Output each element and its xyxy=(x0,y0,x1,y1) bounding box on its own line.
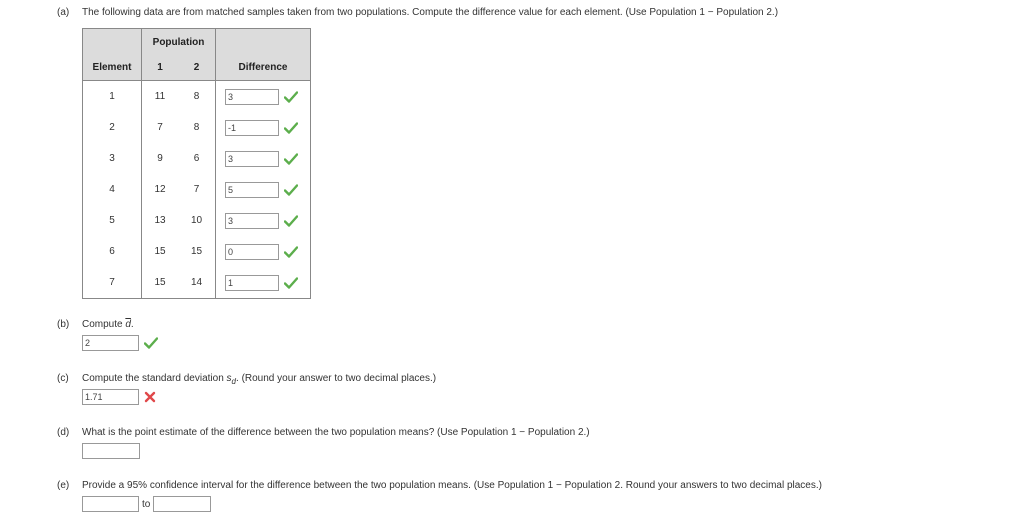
part-e-answer xyxy=(82,496,211,512)
ci-upper-input[interactable] xyxy=(153,496,211,512)
part-b-answer xyxy=(82,335,158,351)
table-row xyxy=(83,143,311,174)
element-cell: 1 xyxy=(83,81,142,113)
population-2-cell: 10 xyxy=(178,205,216,236)
difference-input[interactable] xyxy=(225,120,279,136)
population-2-cell: 8 xyxy=(178,112,216,143)
population-1-cell: 15 xyxy=(154,246,166,257)
population-1-cell: 11 xyxy=(154,91,166,102)
population-2-cell: 14 xyxy=(178,267,216,299)
difference-input[interactable] xyxy=(225,89,279,105)
table-row xyxy=(83,174,311,205)
part-d-question xyxy=(57,427,590,438)
sd-subscript: d xyxy=(231,377,236,386)
population-1-cell: 15 xyxy=(142,267,179,299)
population-1-cell: 9 xyxy=(157,153,163,164)
part-a-text: The following data are from matched samples taken from two populations. Compute the difference value for each element. (Use Population 1 − Population 2.) xyxy=(82,7,779,18)
difference-input[interactable] xyxy=(225,151,279,167)
part-e-label: (e) xyxy=(57,480,70,491)
population-2-cell: 15 xyxy=(178,236,216,267)
difference-cell xyxy=(216,267,311,299)
cross-icon xyxy=(144,391,156,403)
part-c-period: . xyxy=(236,373,239,384)
part-e-text: Provide a 95% confidence interval for the difference between the two population means. (Use Population 1 − Population 2. Round your answers to two decimal places.) xyxy=(82,480,822,491)
check-icon xyxy=(284,91,298,103)
element-cell: 2 xyxy=(83,112,142,143)
population-2-cell: 7 xyxy=(178,174,216,205)
part-e-question xyxy=(57,480,822,491)
part-a-label: (a) xyxy=(57,7,70,18)
part-d-answer xyxy=(82,443,140,459)
check-icon xyxy=(144,337,158,349)
matched-samples-table xyxy=(82,28,311,299)
check-icon xyxy=(284,122,298,134)
sd-symbol: s xyxy=(226,373,232,384)
difference-cell xyxy=(216,81,311,113)
part-b-label: (b) xyxy=(57,319,70,330)
part-c-question xyxy=(57,373,436,386)
check-icon xyxy=(284,277,298,289)
difference-cell xyxy=(216,112,311,143)
population-1-header: 1 xyxy=(142,55,179,81)
check-icon xyxy=(284,246,298,258)
part-b-period: . xyxy=(130,319,134,330)
difference-input[interactable] xyxy=(225,275,279,291)
d-bar-symbol: $\overline{d}$ xyxy=(125,319,131,330)
mean-difference-input[interactable] xyxy=(82,335,139,351)
element-cell: 4 xyxy=(83,174,142,205)
table-corner xyxy=(83,29,142,56)
difference-cell xyxy=(216,205,311,236)
part-c-label: (c) xyxy=(57,373,69,384)
part-c-note: (Round your answer to two decimal places.) xyxy=(241,373,437,384)
ci-lower-input[interactable] xyxy=(82,496,139,512)
check-icon xyxy=(284,153,298,165)
population-2-cell: 8 xyxy=(178,81,216,113)
difference-header: Difference xyxy=(216,55,311,81)
part-c-text: Compute the standard deviation xyxy=(82,373,224,384)
table-row xyxy=(83,236,311,267)
element-header: Element xyxy=(83,55,142,81)
table-row xyxy=(83,112,311,143)
part-b-question xyxy=(57,319,134,330)
element-cell: 7 xyxy=(83,267,142,299)
table-row xyxy=(83,205,311,236)
population-2-cell: 6 xyxy=(178,143,216,174)
difference-cell xyxy=(216,174,311,205)
part-b-text: Compute xyxy=(82,319,123,330)
element-cell: 3 xyxy=(83,143,142,174)
check-icon xyxy=(284,215,298,227)
point-estimate-input[interactable] xyxy=(82,443,140,459)
table-row xyxy=(83,81,311,113)
element-cell: 5 xyxy=(83,205,142,236)
standard-deviation-input[interactable] xyxy=(82,389,139,405)
population-1-cell: 12 xyxy=(154,184,166,195)
difference-input[interactable] xyxy=(225,182,279,198)
part-d-text: What is the point estimate of the difference between the two population means? (Use Population 1 − Population 2.) xyxy=(82,427,590,438)
part-d-label: (d) xyxy=(57,427,70,438)
difference-input[interactable] xyxy=(225,244,279,260)
table-row xyxy=(83,267,311,299)
difference-header-top xyxy=(216,29,311,56)
difference-cell xyxy=(216,143,311,174)
check-icon xyxy=(284,184,298,196)
difference-input[interactable] xyxy=(225,213,279,229)
difference-cell xyxy=(216,236,311,267)
part-c-answer xyxy=(82,389,156,405)
population-1-cell: 13 xyxy=(154,215,166,226)
to-label: to xyxy=(142,498,151,510)
population-1-cell: 7 xyxy=(157,122,163,133)
element-cell: 6 xyxy=(83,236,142,267)
population-2-header: 2 xyxy=(178,55,216,81)
population-header: Population xyxy=(142,29,216,56)
part-a-question xyxy=(57,7,778,18)
